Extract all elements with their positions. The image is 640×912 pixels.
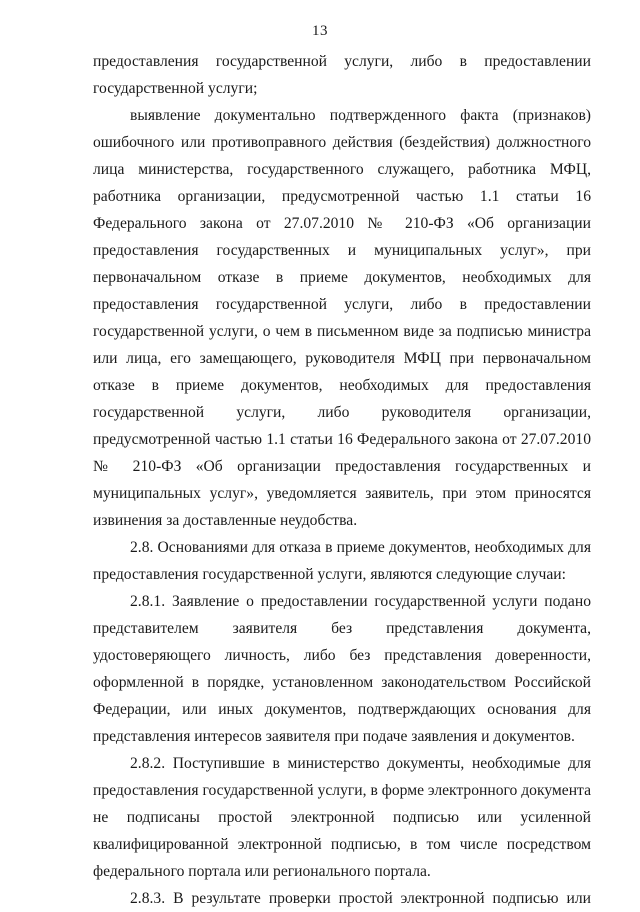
paragraph-section-2-8-2: 2.8.2. Поступившие в министерство документы, необходимые для предоставления государственной услуги, в форме электронного документа не подписаны простой электронной подписью или усиленной квалифицированной электронной подписью, в том числе посредством федерального портала или регионального портала. [93, 755, 591, 880]
paragraph-section-2-8-3: 2.8.3. В результате проверки простой электронной подписью или [130, 890, 591, 907]
page-number: 13 [312, 23, 328, 39]
paragraph-section-2-8-1: 2.8.1. Заявление о предоставлении государственной услуги подано представителем заявителя без представления документа, удостоверяющего личность, либо без представления доверенности, оформленной в порядке, установленном законодательством Российской Федерации, или иных документов, подтверждающих основания для представления интересов заявителя при подаче заявления и документов. [93, 593, 591, 745]
paragraph-section-2-8: 2.8. Основаниями для отказа в приеме документов, необходимых для предоставления государственной услуги, являются следующие случаи: [93, 539, 591, 583]
paragraph-error-detection: выявление документально подтвержденного факта (признаков) ошибочного или противоправного действия (бездействия) должностного лица министерства, государственного служащего, работника МФЦ, работника организации, предусмотренной частью 1.1 статьи 16 Федерального закона от 27.07.2010 № 210-ФЗ «Об организации предоставления государственных и муниципальных услуг», при первоначальном отказе в приеме документов, необходимых для предоставления государственной услуги, либо в предоставлении государственной услуги, о чем в письменном виде за подписью министра или лица, его замещающего, руководителя МФЦ при первоначальном отказе в приеме документов, необходимых для предоставления государственной услуги, либо руководителя организации, предусмотренной частью 1.1 статьи 16 Федерального закона от 27.07.2010 № 210-ФЗ «Об организации предоставления государственных и муниципальных услуг», уведомляется заявитель, при этом приносятся извинения за доставленные неудобства. [93, 107, 591, 529]
paragraph-continuation: предоставления государственной услуги, либо в предоставлении государственной услуги; [93, 53, 591, 97]
document-body [93, 48, 591, 912]
